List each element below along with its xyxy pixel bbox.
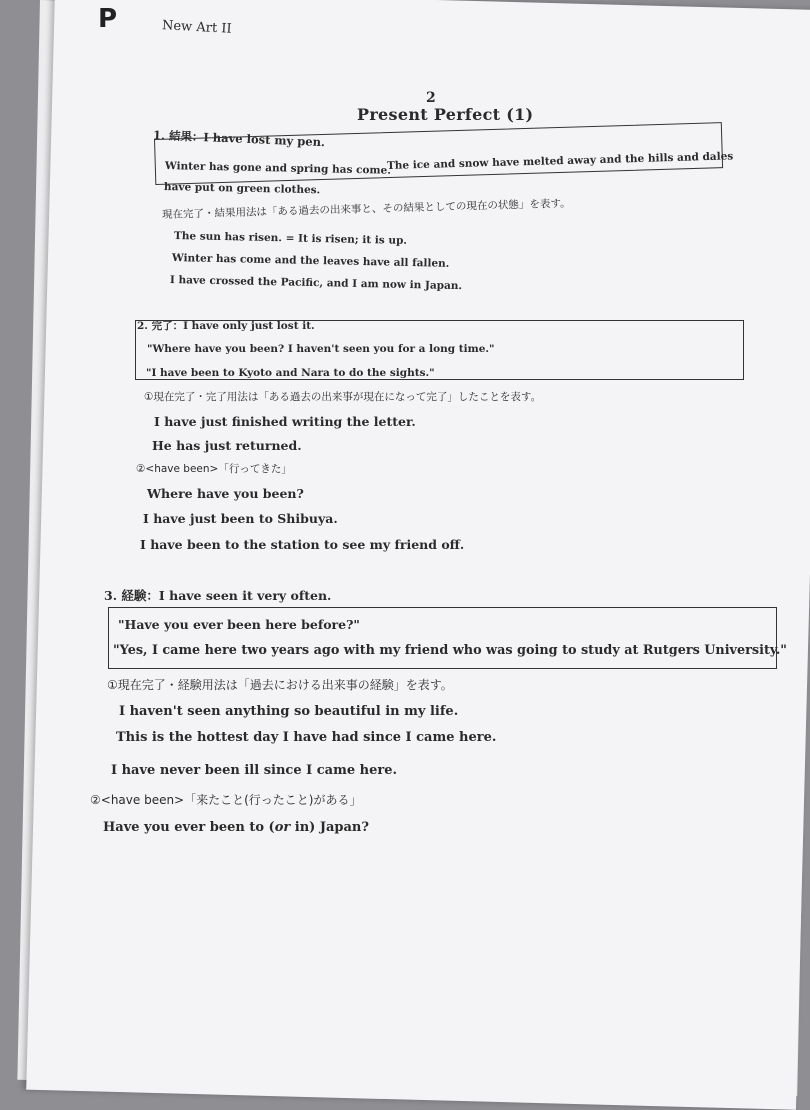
- section1-box-line1b: The ice and snow have melted away and the hills and dales: [386, 150, 734, 172]
- section3-example-4-part1: Have you ever been to (: [103, 820, 275, 835]
- section2-example-4: I have just been to Shibuya.: [143, 511, 338, 526]
- section2-example-5: I have been to the station to see my friend off.: [140, 537, 465, 552]
- section2-heading: 2. 完了：I have only just lost it.: [137, 320, 315, 332]
- section1-explanation: 現在完了・結果用法は「ある過去の出来事と、その結果としての現在の状態」を表す。: [161, 197, 571, 221]
- section2-example-2: He has just returned.: [152, 438, 302, 453]
- course-header: New Art II: [161, 18, 232, 37]
- section2-explanation-2: ②<have been>「行ってきた」: [136, 463, 292, 475]
- section3-example-4-part2: in) Japan?: [290, 820, 369, 835]
- section2-box-line2: "I have been to Kyoto and Nara to do the sights.": [146, 367, 435, 379]
- section2-example-1: I have just finished writing the letter.: [154, 414, 416, 429]
- section1-example-1: The sun has risen. = It is risen; it is up.: [173, 230, 408, 247]
- section2-explanation-1: ①現在完了・完了用法は「ある過去の出来事が現在になって完了」したことを表す。: [144, 391, 542, 403]
- section2-box-line1: "Where have you been? I haven't seen you for a long time.": [147, 343, 495, 355]
- section3-box-line2: "Yes, I came here two years ago with my friend who was going to study at Rutgers University.": [113, 643, 787, 658]
- section3-explanation-1: ①現在完了・経験用法は「過去における出来事の経験」を表す。: [107, 678, 453, 692]
- section3-box-line1: "Have you ever been here before?": [118, 617, 360, 632]
- section3-heading: 3. 経験：I have seen it very often.: [104, 588, 332, 603]
- section3-explanation-2: ②<have been>「来たこと(行ったこと)がある」: [90, 793, 362, 807]
- section1-example-3: I have crossed the Pacific, and I am now in Japan.: [169, 274, 463, 293]
- handwritten-mark: P: [98, 4, 118, 34]
- section3-example-3: I have never been ill since I came here.: [111, 763, 397, 778]
- section3-example-2: This is the hottest day I have had since I came here.: [116, 730, 497, 745]
- section1-example-2: Winter has come and the leaves have all fallen.: [171, 252, 450, 270]
- section1-box-line2: have put on green clothes.: [163, 181, 321, 197]
- section3-example-4: [103, 820, 369, 835]
- section1-box-line1a: Winter has gone and spring has come.: [164, 160, 392, 177]
- section2-example-3: Where have you been?: [147, 486, 304, 501]
- section3-example-4-or: or: [274, 820, 291, 835]
- section1-heading: 1. 結果：I have lost my pen.: [152, 128, 326, 150]
- page-number: 2: [426, 90, 436, 106]
- section3-example-1: I haven't seen anything so beautiful in my life.: [119, 704, 459, 719]
- bleed-through-text: [470, 290, 474, 303]
- page-title: Present Perfect (1): [357, 105, 534, 124]
